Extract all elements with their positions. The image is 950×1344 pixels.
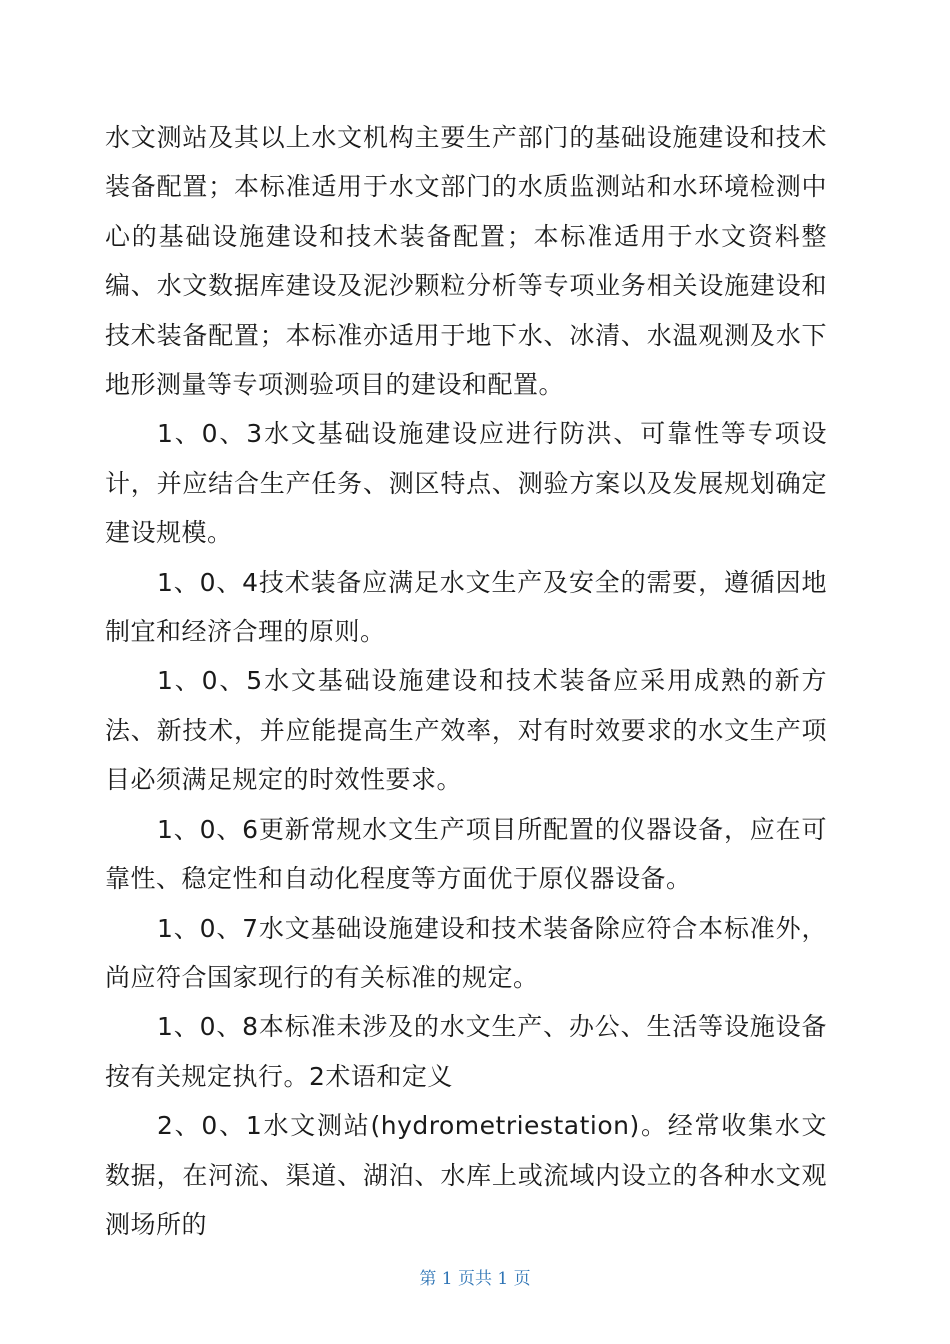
document-body: [105, 113, 827, 1249]
paragraph-clause-1-0-7: 1、0、7水文基础设施建设和技术装备除应符合本标准外，尚应符合国家现行的有关标准的规定。: [105, 913, 827, 992]
paragraph-clause-2-0-1: 2、0、1水文测站(hydrometriestation)。经常收集水文数据，在河流、渠道、湖泊、水库上或流域内设立的各种水文观测场所的: [105, 1111, 827, 1239]
paragraph-clause-1-0-4: 1、0、4技术装备应满足水文生产及安全的需要，遵循因地制宜和经济合理的原则。: [105, 567, 827, 647]
paragraph-clause-1-0-3: 1、0、3水文基础设施建设应进行防洪、可靠性等专项设计，并应结合生产任务、测区特点、测验方案以及发展规划确定建设规模。: [105, 419, 827, 548]
page-footer: 第 1 页共 1 页: [419, 1269, 531, 1289]
paragraph-clause-1-0-6: 1、0、6更新常规水文生产项目所配置的仪器设备，应在可靠性、稳定性和自动化程度等方面优于原仪器设备。: [105, 814, 827, 894]
paragraph-clause-1-0-5: 1、0、5水文基础设施建设和技术装备应采用成熟的新方法、新技术，并应能提高生产效率，对有时效要求的水文生产项目必须满足规定的时效性要求。: [105, 666, 827, 795]
paragraph-clause-1-0-8: 1、0、8本标准未涉及的水文生产、办公、生活等设施设备按有关规定执行。2术语和定义: [105, 1012, 827, 1091]
paragraph-scope-continuation: 水文测站及其以上水文机构主要生产部门的基础设施建设和技术装备配置；本标准适用于水文部门的水质监测站和水环境检测中心的基础设施建设和技术装备配置；本标准适用于水文资料整编、水文数据库建设及泥沙颗粒分析等专项业务相关设施建设和技术装备配置；本标准亦适用于地下水、冰清、水温观测及水下地形测量等专项测验项目的建设和配置。: [105, 123, 827, 400]
